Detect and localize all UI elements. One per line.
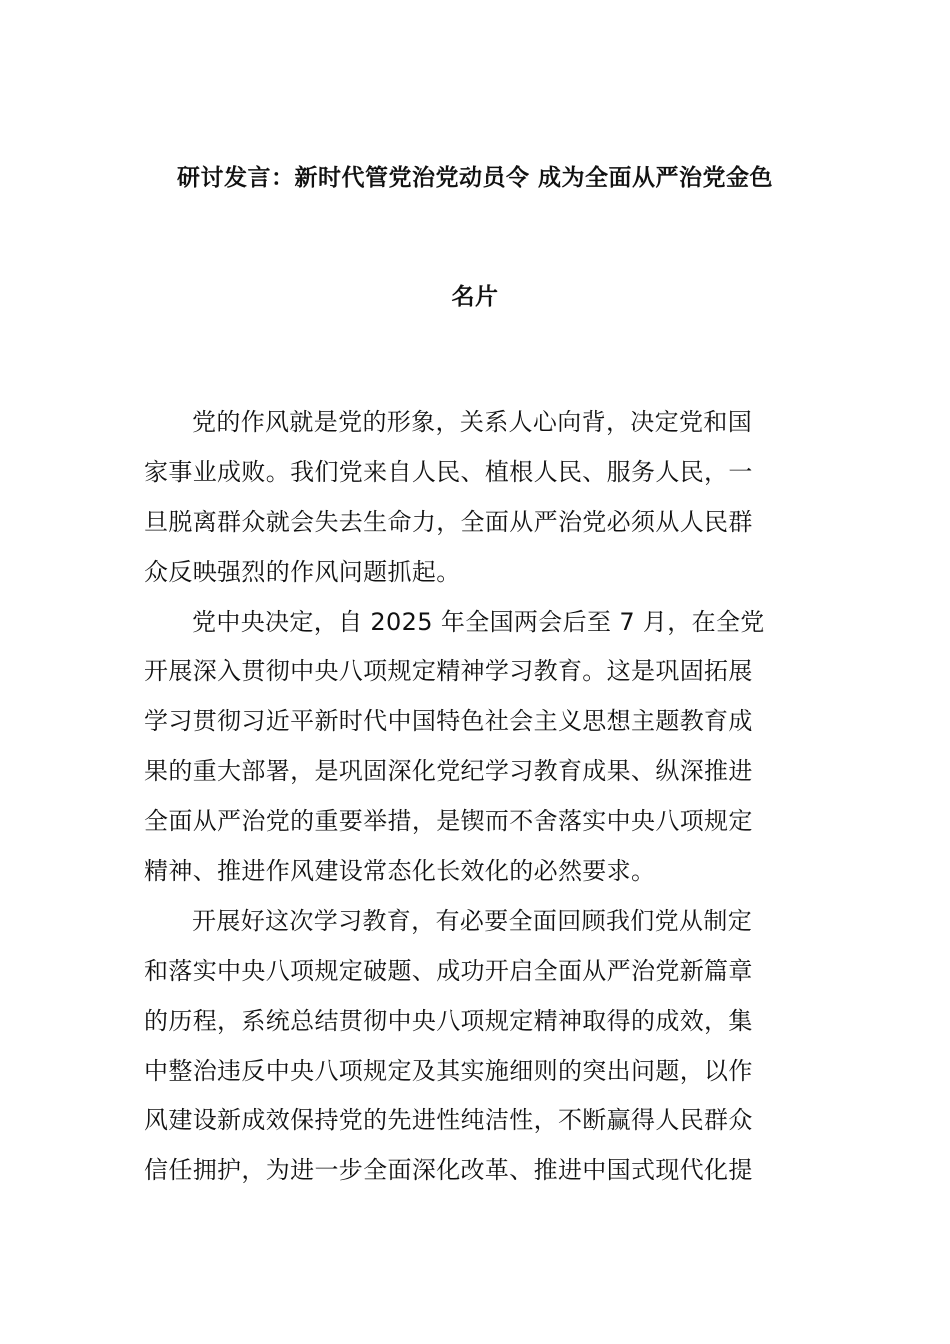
paragraph-3-line-4: 中整治违反中央八项规定及其实施细则的突出问题，以作 xyxy=(144,1056,753,1085)
paragraph-2-line-2: 开展深入贯彻中央八项规定精神学习教育。这是巩固拓展 xyxy=(144,657,753,686)
paragraph-1-line-4: 众反映强烈的作风问题抓起。 xyxy=(144,557,461,586)
paragraph-1-line-2: 家事业成败。我们党来自人民、植根人民、服务人民，一 xyxy=(144,457,753,486)
document-title-line-1: 研讨发言：新时代管党治党动员令 成为全面从严治党金色 xyxy=(176,165,773,191)
document-body xyxy=(144,398,806,1196)
paragraph-2-line-3: 学习贯彻习近平新时代中国特色社会主义思想主题教育成 xyxy=(144,707,753,736)
paragraph-1-line-3: 旦脱离群众就会失去生命力，全面从严治党必须从人民群 xyxy=(144,507,753,536)
paragraph-1-line-1: 党的作风就是党的形象，关系人心向背，决定党和国 xyxy=(192,408,753,436)
paragraph-3-line-2: 和落实中央八项规定破题、成功开启全面从严治党新篇章 xyxy=(144,956,753,985)
paragraph-3-line-1: 开展好这次学习教育，有必要全面回顾我们党从制定 xyxy=(192,906,753,935)
paragraph-3-line-6: 信任拥护，为进一步全面深化改革、推进中国式现代化提 xyxy=(144,1156,753,1185)
paragraph-2-line-5: 全面从严治党的重要举措，是锲而不舍落实中央八项规定 xyxy=(144,807,753,836)
paragraph-2-line-4: 果的重大部署，是巩固深化党纪学习教育成果、纵深推进 xyxy=(144,757,753,786)
paragraph-2-line-1: 党中央决定，自 2025 年全国两会后至 7 月，在全党 xyxy=(192,607,765,636)
paragraph-2-line-6: 精神、推进作风建设常态化长效化的必然要求。 xyxy=(144,857,656,886)
document-title-line-2: 名片 xyxy=(451,284,499,310)
paragraph-3-line-3: 的历程，系统总结贯彻中央八项规定精神取得的成效，集 xyxy=(144,1006,753,1035)
paragraph-3-line-5: 风建设新成效保持党的先进性纯洁性，不断赢得人民群众 xyxy=(144,1106,753,1135)
